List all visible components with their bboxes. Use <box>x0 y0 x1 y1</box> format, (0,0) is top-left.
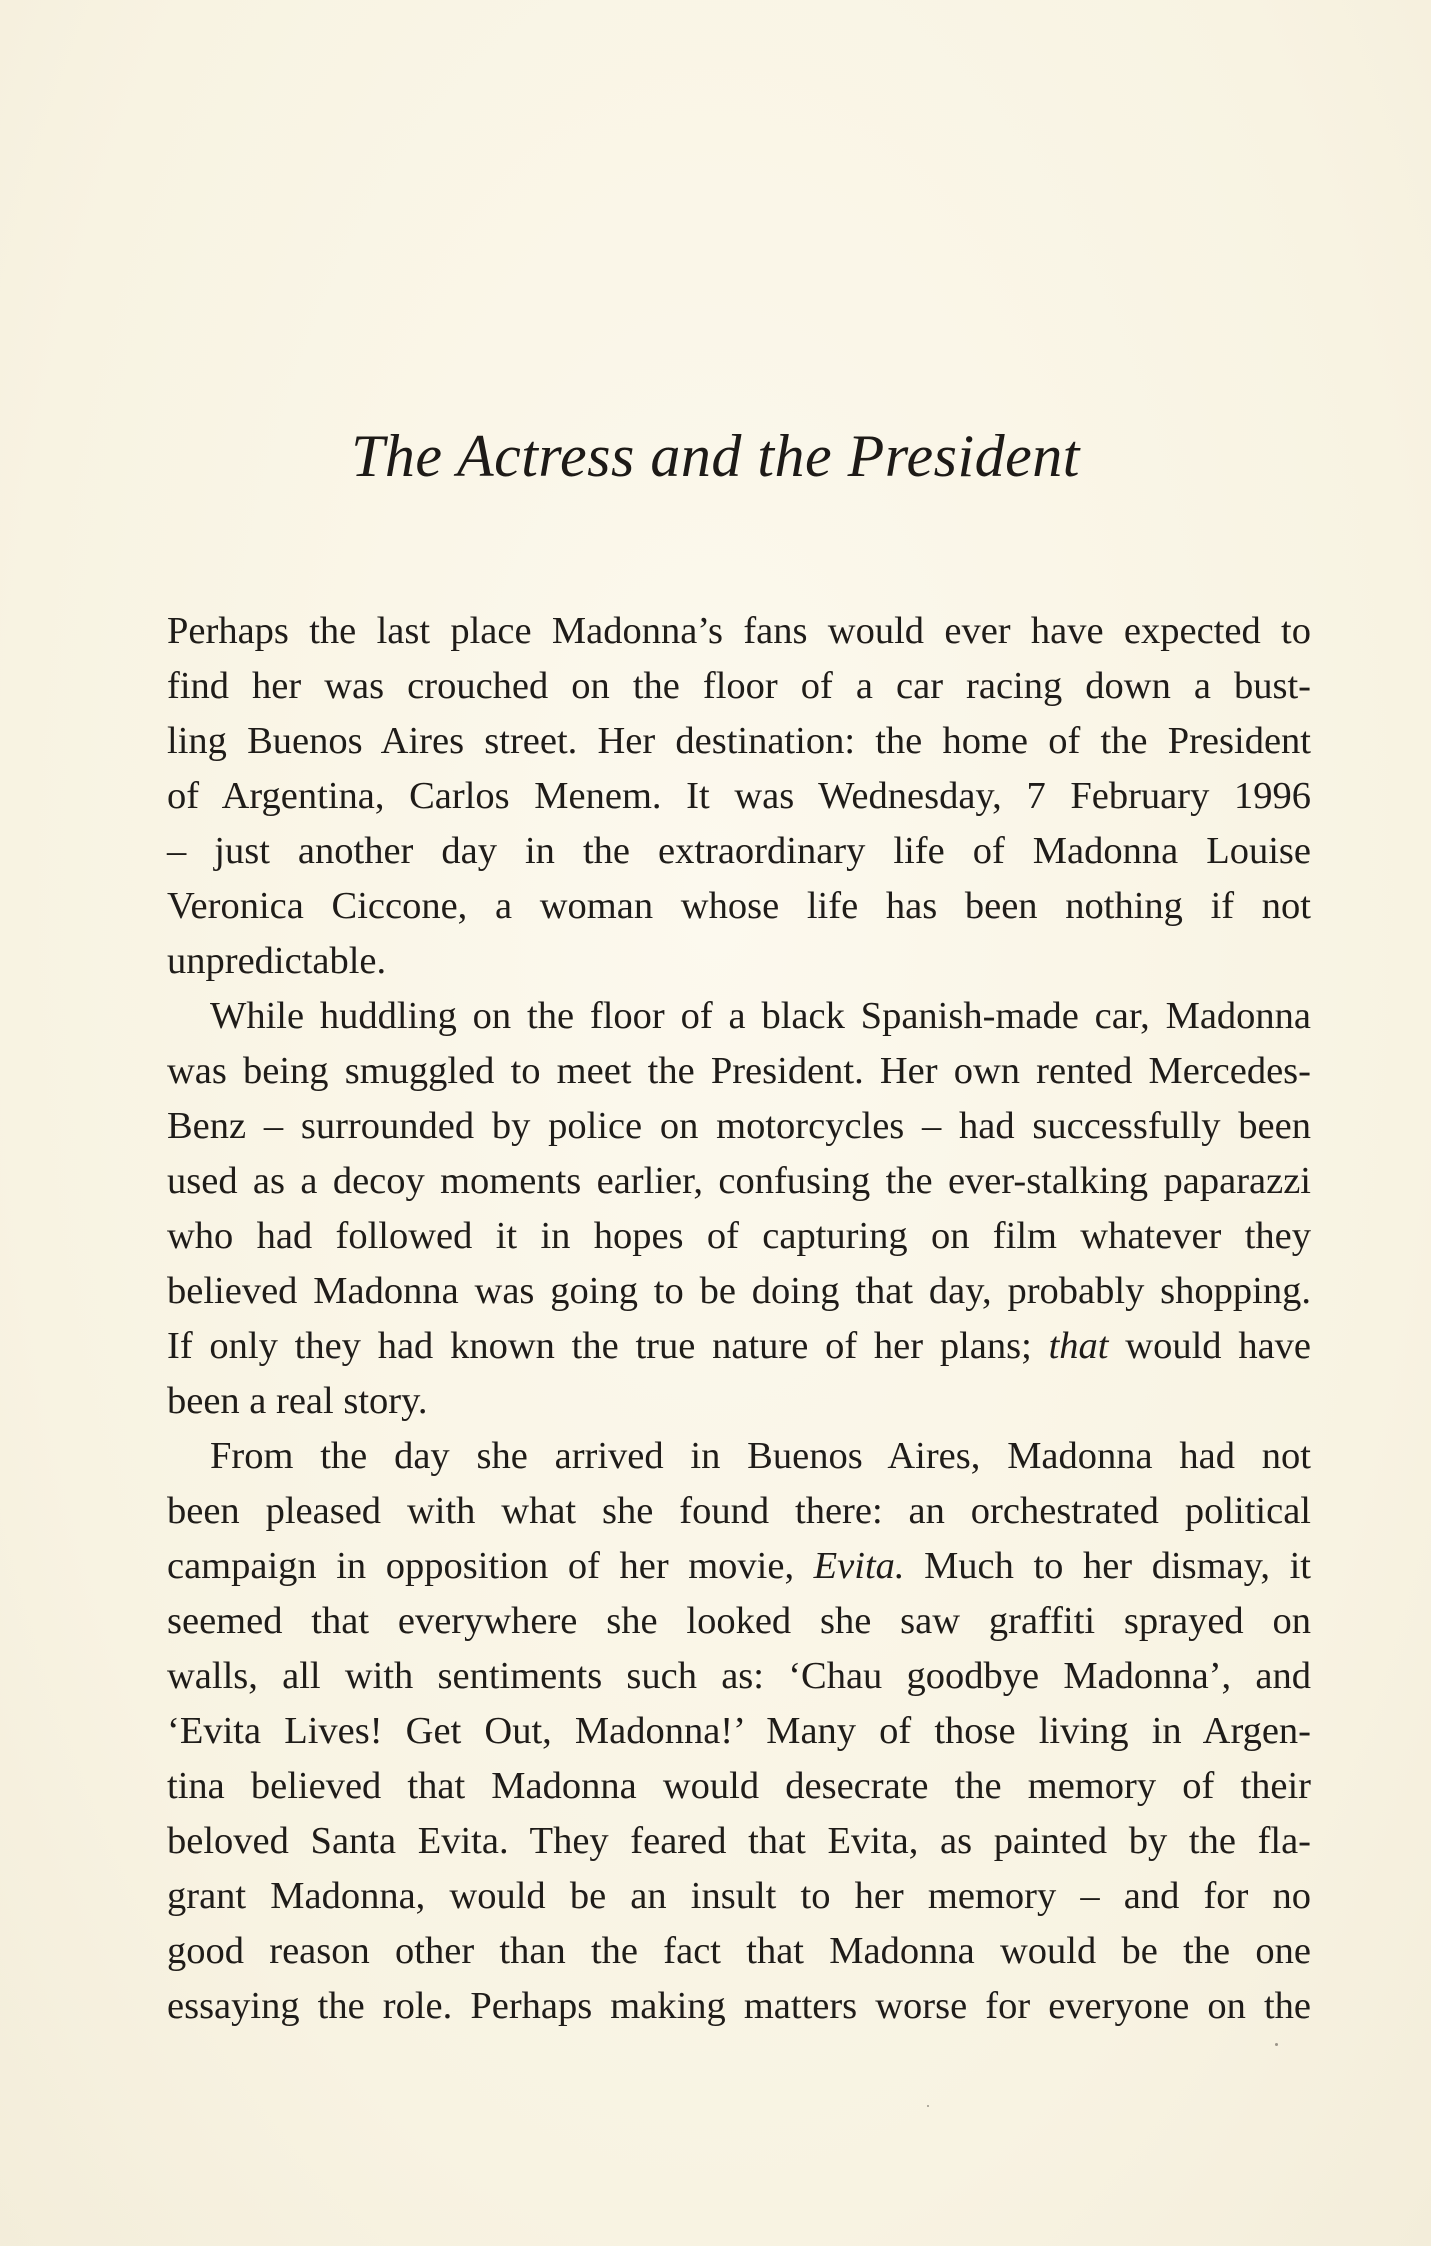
text-line: walls, all with sentiments such as: ‘Chau goodbye Madonna’, and <box>167 1655 1311 1697</box>
text-line: Perhaps the last place Madonna’s fans would ever have expected to <box>167 610 1311 652</box>
text-line: grant Madonna, would be an insult to her memory – and for no <box>167 1875 1311 1917</box>
text-line: who had followed it in hopes of capturing on film whatever they <box>167 1215 1311 1257</box>
text-line: ‘Evita Lives! Get Out, Madonna!’ Many of those living in Argen- <box>167 1710 1311 1752</box>
text-line: of Argentina, Carlos Menem. It was Wednesday, 7 February 1996 <box>167 775 1311 817</box>
text-line: been a real story. <box>167 1380 428 1422</box>
text-line: believed Madonna was going to be doing that day, probably shopping. <box>167 1270 1311 1312</box>
scan-speck <box>1275 2043 1278 2046</box>
text-line: If only they had known the true nature of her plans; that would have <box>167 1325 1311 1367</box>
text-line: campaign in opposition of her movie, Evita. Much to her dismay, it <box>167 1545 1311 1587</box>
paragraph <box>167 989 1311 1429</box>
text-line: Veronica Ciccone, a woman whose life has been nothing if not <box>167 885 1311 927</box>
text-line: beloved Santa Evita. They feared that Evita, as painted by the fla- <box>167 1820 1311 1862</box>
chapter-title: The Actress and the President <box>351 423 1080 489</box>
chapter-body <box>167 604 1311 2034</box>
text-line: tina believed that Madonna would desecrate the memory of their <box>167 1765 1311 1807</box>
text-line: While huddling on the floor of a black Spanish-made car, Madonna <box>210 995 1311 1037</box>
text-line: ling Buenos Aires street. Her destination: the home of the President <box>167 720 1311 762</box>
text-line: Benz – surrounded by police on motorcycles – had successfully been <box>167 1105 1311 1147</box>
scan-speck <box>927 2105 929 2107</box>
text-line: find her was crouched on the floor of a car racing down a bust- <box>167 665 1311 707</box>
text-line: good reason other than the fact that Madonna would be the one <box>167 1930 1311 1972</box>
text-line: seemed that everywhere she looked she saw graffiti sprayed on <box>167 1600 1311 1642</box>
text-line: essaying the role. Perhaps making matters worse for everyone on the <box>167 1985 1311 2027</box>
text-line: – just another day in the extraordinary life of Madonna Louise <box>167 830 1311 872</box>
text-line: was being smuggled to meet the President. Her own rented Mercedes- <box>167 1050 1311 1092</box>
text-line: From the day she arrived in Buenos Aires, Madonna had not <box>210 1435 1311 1477</box>
paragraph <box>167 1429 1311 2034</box>
text-line: unpredictable. <box>167 940 387 982</box>
paragraph <box>167 604 1311 989</box>
text-line: been pleased with what she found there: an orchestrated political <box>167 1490 1311 1532</box>
text-line: used as a decoy moments earlier, confusing the ever-stalking paparazzi <box>167 1160 1311 1202</box>
